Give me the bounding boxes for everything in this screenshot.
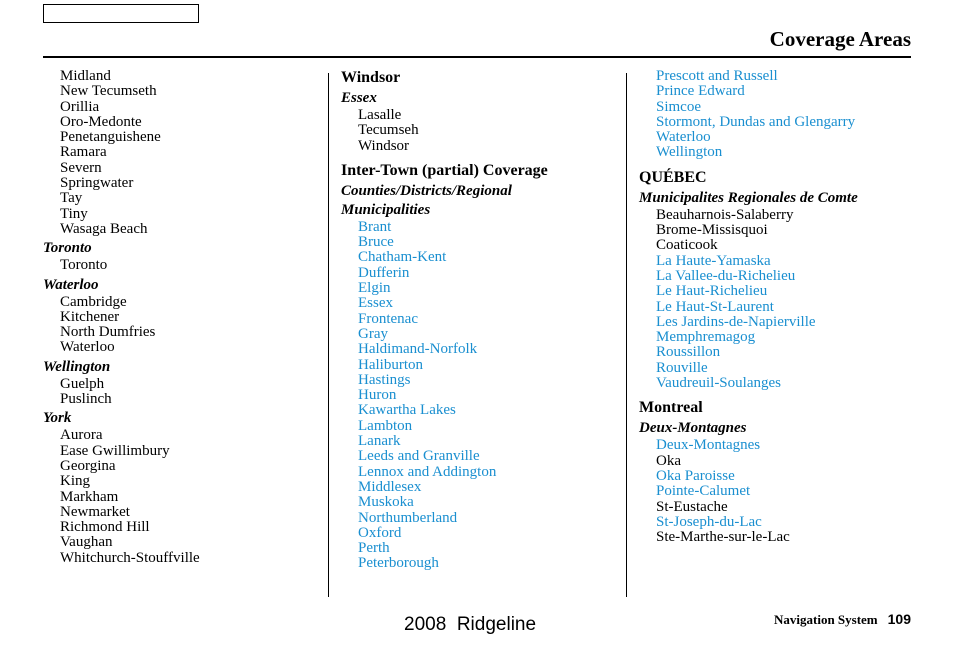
- place-link[interactable]: Les Jardins-de-Napierville: [656, 313, 816, 330]
- place-link[interactable]: Lambton: [358, 417, 413, 434]
- place-link[interactable]: Roussillon: [656, 344, 721, 361]
- place-link[interactable]: Deux-Montagnes: [656, 437, 761, 454]
- place-link[interactable]: Waterloo: [656, 129, 711, 146]
- place-link[interactable]: Oka Paroisse: [656, 467, 735, 484]
- column-3: [639, 69, 911, 545]
- place-name: Ease Gwillimbury: [60, 442, 170, 459]
- place-link[interactable]: Le Haut-Richelieu: [656, 283, 768, 300]
- place-link[interactable]: Wellington: [656, 144, 723, 161]
- place-name: Lasalle: [358, 107, 402, 123]
- place-name: Newmarket: [60, 503, 130, 520]
- column-divider: [626, 73, 627, 597]
- place-name: Markham: [60, 488, 119, 505]
- place-name: Coaticook: [656, 237, 718, 254]
- place-name: Vaughan: [60, 534, 113, 551]
- place-name: Tay: [60, 190, 83, 207]
- place-link[interactable]: Frontenac: [358, 310, 418, 327]
- place-link[interactable]: Chatham-Kent: [358, 249, 447, 266]
- place-list: [43, 258, 323, 273]
- place-name: Ste-Marthe-sur-le-Lac: [656, 529, 790, 546]
- place-link[interactable]: Pointe-Calumet: [656, 483, 751, 500]
- place-link[interactable]: Haliburton: [358, 356, 423, 373]
- page-footer: [774, 611, 911, 629]
- region-label-municipalities: Municipalities: [341, 201, 431, 218]
- place-link[interactable]: Perth: [358, 540, 390, 557]
- place-name: St-Eustache: [656, 498, 728, 515]
- region-label-mrc: Municipalites Regionales de Comte: [639, 189, 858, 206]
- place-name: Orillia: [60, 98, 100, 115]
- column-divider: [328, 73, 329, 597]
- place-link[interactable]: Prince Edward: [656, 83, 745, 100]
- place-name: Puslinch: [60, 391, 112, 408]
- place-name: Tiny: [60, 205, 88, 222]
- place-name: Oro-Medonte: [60, 113, 142, 130]
- place-link-list: [341, 220, 621, 572]
- place-name: Toronto: [60, 257, 108, 274]
- place-link[interactable]: Elgin: [358, 280, 391, 297]
- region-label-toronto: Toronto: [43, 240, 92, 257]
- region-label-deux-montagnes: Deux-Montagnes: [639, 420, 747, 437]
- place-list: [43, 428, 323, 566]
- place-name: King: [60, 473, 90, 490]
- place-link[interactable]: Vaudreuil-Soulanges: [656, 375, 781, 392]
- place-name: Richmond Hill: [60, 519, 150, 536]
- place-link[interactable]: Peterborough: [358, 555, 439, 572]
- place-link[interactable]: La Vallee-du-Richelieu: [656, 267, 796, 284]
- place-name: Guelph: [60, 375, 105, 392]
- place-name: Beauharnois-Salaberry: [656, 206, 794, 223]
- place-link[interactable]: Bruce: [358, 234, 394, 251]
- place-link[interactable]: St-Joseph-du-Lac: [656, 513, 762, 530]
- section-heading-quebec: QUÉBEC: [639, 168, 707, 186]
- place-list: [43, 69, 323, 237]
- place-name: New Tecumseth: [60, 83, 157, 100]
- place-link[interactable]: Stormont, Dundas and Glengarry: [656, 113, 856, 130]
- place-link[interactable]: Oxford: [358, 524, 402, 541]
- place-name: Tecumseh: [358, 122, 419, 139]
- vehicle-model-label: 2008 Ridgeline: [404, 614, 537, 635]
- place-link[interactable]: Muskoka: [358, 494, 414, 511]
- place-link[interactable]: Lanark: [358, 433, 401, 450]
- region-label-wellington: Wellington: [43, 358, 111, 375]
- section-heading-intertown: Inter-Town (partial) Coverage: [341, 161, 548, 179]
- place-name: Cambridge: [60, 293, 127, 310]
- place-list: [341, 108, 621, 154]
- place-link[interactable]: Lennox and Addington: [358, 463, 497, 480]
- place-link[interactable]: Rouville: [656, 359, 708, 376]
- place-name: Aurora: [60, 427, 103, 444]
- place-link[interactable]: Dufferin: [358, 264, 410, 281]
- place-link[interactable]: Northumberland: [358, 509, 458, 526]
- header-tab-box: [43, 4, 199, 23]
- place-link[interactable]: Haldimand-Norfolk: [358, 341, 478, 358]
- place-name: Springwater: [60, 175, 134, 192]
- column-1: [43, 69, 323, 566]
- place-list: [639, 438, 911, 545]
- place-link[interactable]: Middlesex: [358, 478, 422, 495]
- page-title: Coverage Areas: [769, 27, 911, 51]
- region-label-counties: Counties/Districts/Regional: [341, 182, 512, 199]
- place-link[interactable]: Hastings: [358, 371, 411, 388]
- place-link[interactable]: La Haute-Yamaska: [656, 252, 771, 269]
- place-list: [43, 295, 323, 356]
- place-name: Midland: [60, 68, 111, 84]
- place-name: Brome-Missisquoi: [656, 222, 768, 239]
- place-name: Windsor: [358, 137, 410, 154]
- column-2: [341, 69, 621, 572]
- page-number: 109: [887, 611, 911, 627]
- place-link[interactable]: Gray: [358, 325, 388, 342]
- place-name: Severn: [60, 159, 102, 176]
- title-divider: [43, 56, 911, 58]
- section-heading-montreal: Montreal: [639, 399, 703, 417]
- place-name: North Dumfries: [60, 324, 156, 341]
- place-name: Whitchurch-Stouffville: [60, 549, 200, 566]
- place-link[interactable]: Memphremagog: [656, 329, 756, 346]
- region-label-york: York: [43, 410, 72, 427]
- place-link[interactable]: Essex: [358, 295, 393, 312]
- place-link[interactable]: Leeds and Granville: [358, 448, 480, 465]
- place-name: Ramara: [60, 144, 107, 161]
- place-name: Penetanguishene: [60, 129, 161, 146]
- place-name: Waterloo: [60, 339, 115, 356]
- place-link[interactable]: Brant: [358, 218, 392, 235]
- place-name: Oka: [656, 452, 681, 469]
- place-link[interactable]: Huron: [358, 387, 397, 404]
- place-name: Wasaga Beach: [60, 220, 148, 237]
- region-label-waterloo: Waterloo: [43, 276, 99, 293]
- place-link[interactable]: Le Haut-St-Laurent: [656, 298, 774, 315]
- section-footer-label: Navigation System: [774, 612, 878, 627]
- place-link-list: [639, 69, 911, 161]
- place-name: Georgina: [60, 457, 116, 474]
- section-heading-windsor: Windsor: [341, 69, 401, 86]
- place-list: [43, 377, 323, 408]
- place-link[interactable]: Simcoe: [656, 98, 701, 115]
- place-list: [639, 208, 911, 392]
- place-link[interactable]: Kawartha Lakes: [358, 402, 456, 419]
- place-name: Kitchener: [60, 308, 120, 325]
- place-link[interactable]: Prescott and Russell: [656, 68, 778, 84]
- region-label-essex: Essex: [341, 90, 377, 106]
